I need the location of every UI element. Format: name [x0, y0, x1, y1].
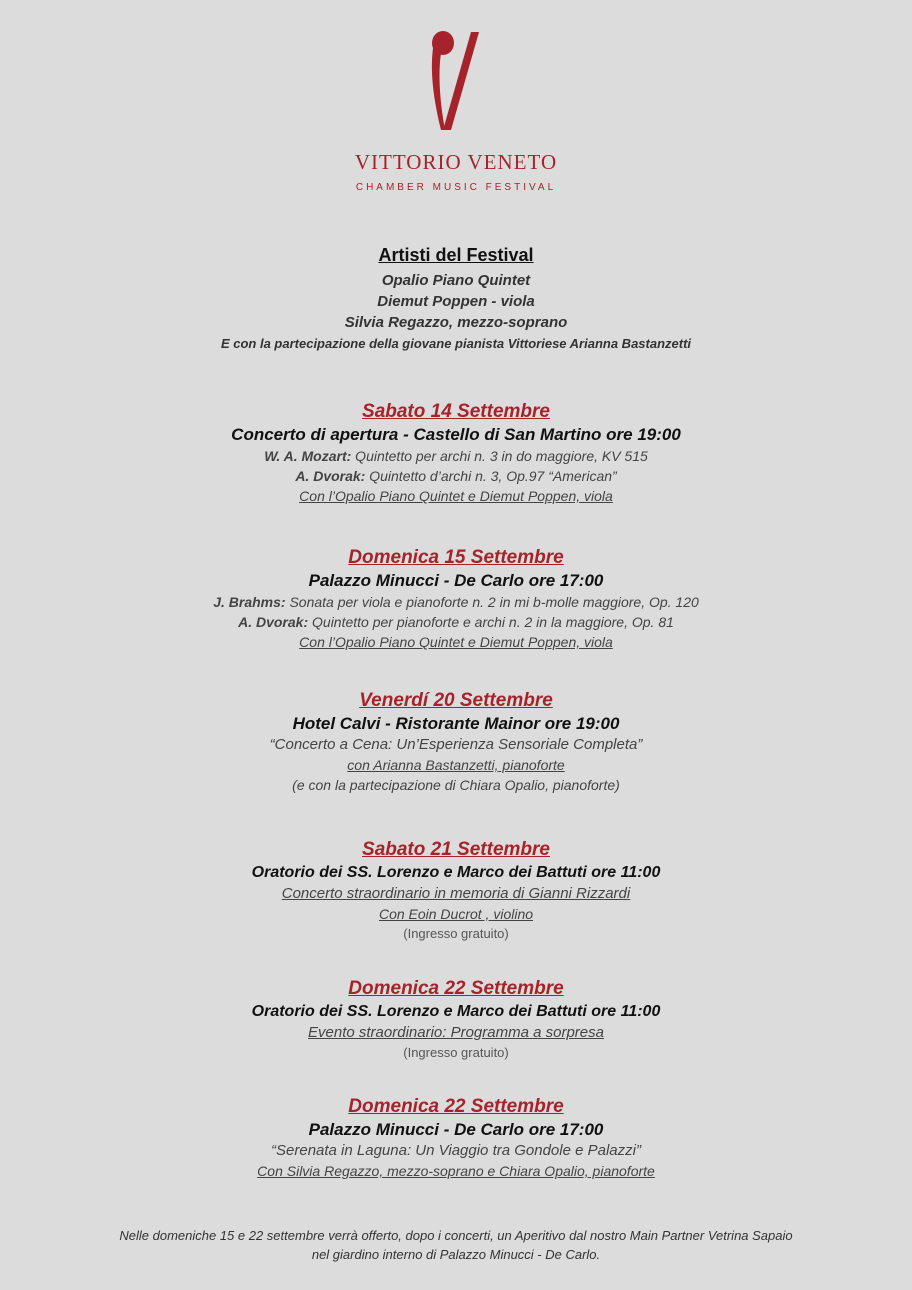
composer: A. Dvorak:	[295, 468, 366, 484]
event-sabato-14	[0, 400, 912, 506]
event-date: Venerdí 20 Settembre	[359, 690, 553, 711]
event-date: Domenica 22 Settembre	[348, 978, 564, 999]
work: Sonata per viola e pianoforte n. 2 in mi b-molle maggiore, Op. 120	[285, 594, 699, 610]
event-date: Domenica 22 Settembre	[348, 1096, 564, 1117]
event-domenica-22-afternoon	[0, 1095, 912, 1181]
brand-name: VITTORIO VENETO	[354, 150, 558, 174]
event-venue: Concerto di apertura - Castello di San Martino ore 19:00	[231, 425, 681, 444]
event-performers: Con Eoin Ducrot , violino	[378, 906, 534, 922]
artists-note: E con la partecipazione della giovane pianista Vittoriese Arianna Bastanzetti	[220, 336, 692, 351]
footer-line: Nelle domeniche 15 e 22 settembre verrà offerto, dopo i concerti, un Aperitivo dal nostro Main Partner Vetrina Sapaio	[119, 1228, 793, 1243]
event-venerdi-20	[0, 689, 912, 795]
artists-title: Artisti del Festival	[378, 245, 534, 265]
footer-note	[0, 1226, 912, 1264]
artist-line: Opalio Piano Quintet	[381, 272, 531, 289]
event-performers: Con Silvia Regazzo, mezzo-soprano e Chiara Opalio, pianoforte	[257, 1163, 655, 1179]
event-date: Sabato 21 Settembre	[362, 839, 550, 860]
composer: A. Dvorak:	[238, 614, 309, 630]
event-venue: Oratorio dei SS. Lorenzo e Marco dei Battuti ore 11:00	[251, 864, 661, 881]
event-title: Evento straordinario: Programma a sorpresa	[308, 1024, 604, 1041]
event-title: “Concerto a Cena: Un’Esperienza Sensoriale Completa”	[269, 736, 643, 753]
program-line	[0, 466, 912, 486]
composer: W. A. Mozart:	[264, 448, 352, 464]
violin-v-logo-icon	[421, 26, 491, 136]
event-domenica-22-morning	[0, 977, 912, 1063]
event-free-entry: (Ingresso gratuito)	[403, 1045, 509, 1060]
event-venue: Oratorio dei SS. Lorenzo e Marco dei Battuti ore 11:00	[251, 1003, 661, 1020]
program-line	[0, 446, 912, 466]
composer: J. Brahms:	[213, 594, 286, 610]
event-sabato-21	[0, 838, 912, 944]
work: Quintetto d’archi n. 3, Op.97 “American”	[365, 468, 617, 484]
artist-line: Diemut Poppen - viola	[377, 293, 535, 310]
event-title: Concerto straordinario in memoria di Gianni Rizzardi	[281, 885, 631, 902]
brand-subtitle: CHAMBER MUSIC FESTIVAL	[355, 182, 557, 193]
event-performers: con Arianna Bastanzetti, pianoforte	[347, 757, 565, 773]
event-performers: Con l’Opalio Piano Quintet e Diemut Poppen, viola	[299, 488, 613, 504]
festival-logo	[0, 26, 912, 136]
work: Quintetto per pianoforte e archi n. 2 in la maggiore, Op. 81	[308, 614, 674, 630]
event-free-entry: (Ingresso gratuito)	[403, 926, 509, 941]
event-date: Domenica 15 Settembre	[348, 547, 564, 568]
footer-line: nel giardino interno di Palazzo Minucci - De Carlo.	[311, 1247, 601, 1262]
artist-line: Silvia Regazzo, mezzo-soprano	[344, 314, 568, 331]
event-extra: (e con la partecipazione di Chiara Opalio, pianoforte)	[292, 777, 620, 793]
event-performers: Con l’Opalio Piano Quintet e Diemut Poppen, viola	[299, 634, 613, 650]
program-line	[0, 592, 912, 612]
event-venue: Palazzo Minucci - De Carlo ore 17:00	[308, 571, 604, 590]
event-title: “Serenata in Laguna: Un Viaggio tra Gondole e Palazzi”	[271, 1142, 641, 1159]
event-venue: Hotel Calvi - Ristorante Mainor ore 19:00	[292, 714, 620, 733]
event-venue: Palazzo Minucci - De Carlo ore 17:00	[308, 1120, 604, 1139]
event-date: Sabato 14 Settembre	[362, 401, 550, 422]
artists-section	[0, 244, 912, 355]
event-domenica-15	[0, 546, 912, 652]
program-line	[0, 612, 912, 632]
work: Quintetto per archi n. 3 in do maggiore, KV 515	[351, 448, 648, 464]
